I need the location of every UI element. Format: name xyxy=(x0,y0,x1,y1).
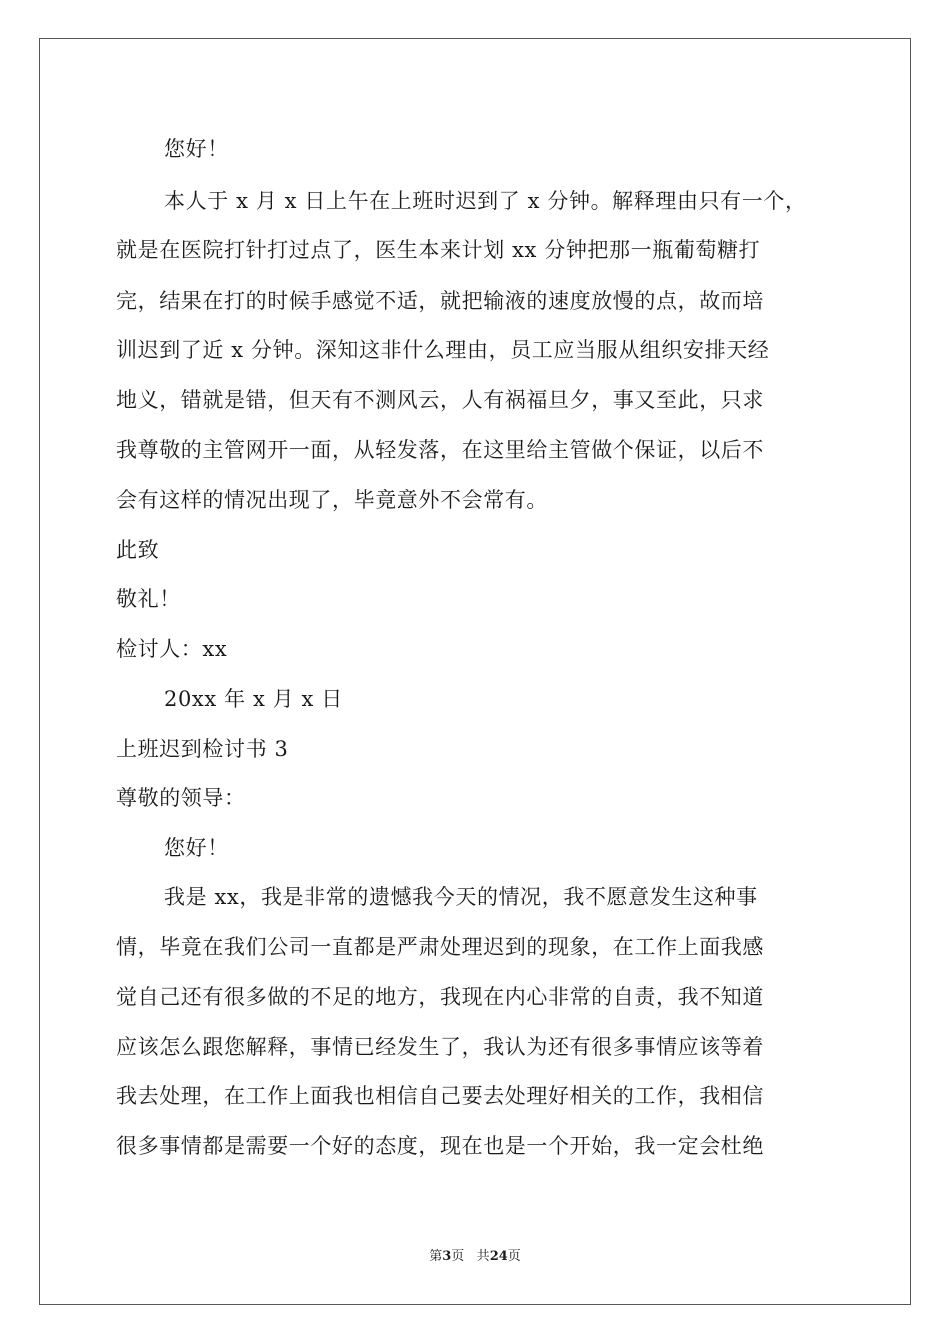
page-border xyxy=(39,38,911,1305)
section-title: 上班迟到检讨书 3 xyxy=(116,737,289,761)
paragraph-line: 训迟到了近 x 分钟。深知这非什么理由，员工应当服从组织安排天经 xyxy=(116,338,770,362)
closing-line: 敬礼！ xyxy=(116,587,181,611)
paragraph-line: 就是在医院打针打过点了，医生本来计划 xx 分钟把那一瓶葡萄糖打 xyxy=(116,238,761,262)
closing-line: 此致 xyxy=(116,538,160,562)
total-pages: 24 xyxy=(489,1249,508,1264)
page-footer xyxy=(0,1248,950,1266)
paragraph-line: 情，毕竟在我们公司一直都是严肃处理迟到的现象，在工作上面我感 xyxy=(116,935,764,959)
page-number: 3 xyxy=(442,1249,452,1264)
paragraph-line: 您好！ xyxy=(164,137,229,161)
paragraph-line: 本人于 x 月 x 日上午在上班时迟到了 x 分钟。解释理由只有一个， xyxy=(164,189,807,213)
greeting: 您好！ xyxy=(164,836,229,860)
page-prefix: 第 xyxy=(429,1249,443,1264)
paragraph-line: 应该怎么跟您解释，事情已经发生了，我认为还有很多事情应该等着 xyxy=(116,1035,764,1059)
date-line: 20xx 年 x 月 x 日 xyxy=(164,687,343,711)
paragraph-line: 会有这样的情况出现了，毕竟意外不会常有。 xyxy=(116,488,548,512)
paragraph-line: 我尊敬的主管网开一面，从轻发落，在这里给主管做个保证，以后不 xyxy=(116,438,764,462)
total-prefix: 共 xyxy=(476,1249,490,1264)
salutation: 尊敬的领导： xyxy=(116,786,246,810)
total-suffix: 页 xyxy=(507,1249,521,1264)
paragraph-line: 地义，错就是错，但天有不测风云，人有祸福旦夕，事又至此，只求 xyxy=(116,388,764,412)
paragraph-line: 完，结果在打的时候手感觉不适，就把输液的速度放慢的点，故而培 xyxy=(116,289,764,313)
paragraph-line: 很多事情都是需要一个好的态度，现在也是一个开始，我一定会杜绝 xyxy=(116,1134,764,1158)
paragraph-line: 我去处理，在工作上面我也相信自己要去处理好相关的工作，我相信 xyxy=(116,1084,764,1108)
signature-line: 检讨人：xx xyxy=(116,637,228,661)
paragraph-line: 我是 xx，我是非常的遗憾我今天的情况，我不愿意发生这种事 xyxy=(164,885,758,909)
paragraph-line: 觉自己还有很多做的不足的地方，我现在内心非常的自责，我不知道 xyxy=(116,985,764,1009)
page-suffix: 页 xyxy=(451,1249,465,1264)
